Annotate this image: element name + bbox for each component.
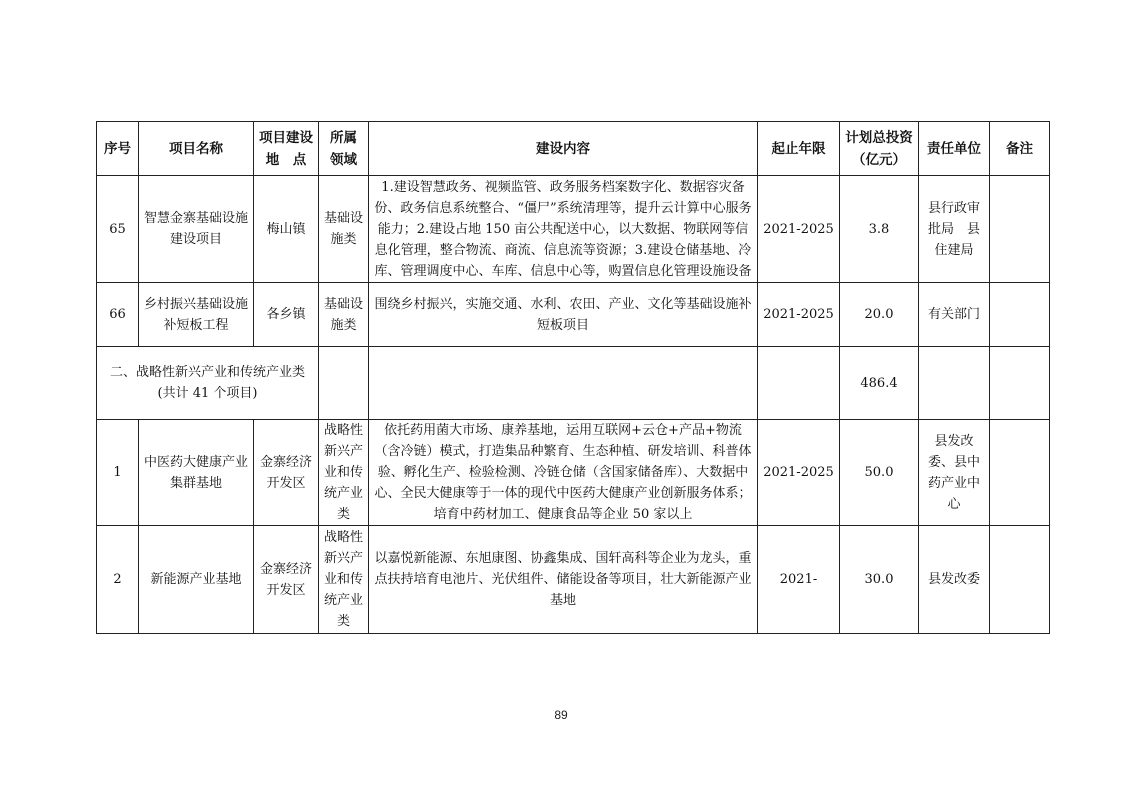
section-empty-cell [990,347,1050,420]
section-empty-cell [319,347,369,420]
section-row [97,347,1050,420]
header-name: 项目名称 [139,122,254,176]
cell-content: 围绕乡村振兴，实施交通、水利、农田、产业、文化等基础设施补短板项目 [369,283,758,347]
cell-unit: 有关部门 [919,283,990,347]
header-period: 起止年限 [758,122,840,176]
cell-seq: 66 [97,283,139,347]
cell-content: 以嘉悦新能源、东旭康图、协鑫集成、国轩高科等企业为龙头，重点扶持培育电池片、光伏组件、储能设备等项目，壮大新能源产业基地 [369,526,758,634]
cell-investment: 50.0 [840,420,919,526]
header-domain: 所属 领域 [319,122,369,176]
cell-location: 金寨经济开发区 [254,420,319,526]
cell-remark [990,420,1050,526]
section-empty-cell [758,347,840,420]
section-title: 二、战略性新兴产业和传统产业类(共计 41 个项目) [97,347,319,420]
cell-period: 2021-2025 [758,176,840,283]
cell-remark [990,283,1050,347]
header-location: 项目建设 地 点 [254,122,319,176]
cell-domain: 战略性新兴产业和传统产业类 [319,420,369,526]
table-row [97,526,1050,634]
cell-unit: 县发改委 [919,526,990,634]
cell-investment: 20.0 [840,283,919,347]
cell-period: 2021- [758,526,840,634]
cell-seq: 65 [97,176,139,283]
page-number: 89 [554,708,568,722]
project-table [96,121,1050,634]
cell-content: 依托药用菌大市场、康养基地，运用互联网+云仓+产品+物流（含冷链）模式，打造集品种繁育、生态种植、研发培训、科普体验、孵化生产、检验检测、冷链仓储（含国家储备库）、大数据中心、全民大健康等于一体的现代中医药大健康产业创新服务体系；培育中药材加工、健康食品等企业 50 家以上 [369,420,758,526]
cell-remark [990,176,1050,283]
table-header-row [97,122,1050,176]
cell-unit: 县行政审批局 县住建局 [919,176,990,283]
cell-remark [990,526,1050,634]
cell-content: 1.建设智慧政务、视频监管、政务服务档案数字化、数据容灾备份、政务信息系统整合、“僵尸”系统清理等，提升云计算中心服务能力；2.建设占地 150 亩公共配送中心，以大数据、物联网等信息化管理，整合物流、商流、信息流等资源；3.建设仓储基地、冷库、管理调度中心、车库、信息中心等，购置信息化管理设施设备 [369,176,758,283]
cell-domain: 战略性新兴产业和传统产业类 [319,526,369,634]
table-row [97,283,1050,347]
table-row [97,176,1050,283]
cell-investment: 30.0 [840,526,919,634]
header-content: 建设内容 [369,122,758,176]
cell-period: 2021-2025 [758,283,840,347]
cell-location: 梅山镇 [254,176,319,283]
cell-location: 金寨经济开发区 [254,526,319,634]
table-row [97,420,1050,526]
cell-location: 各乡镇 [254,283,319,347]
cell-name: 智慧金寨基础设施建设项目 [139,176,254,283]
header-seq: 序号 [97,122,139,176]
cell-investment: 3.8 [840,176,919,283]
section-total-investment: 486.4 [840,347,919,420]
header-unit: 责任单位 [919,122,990,176]
cell-seq: 2 [97,526,139,634]
cell-period: 2021-2025 [758,420,840,526]
cell-name: 新能源产业基地 [139,526,254,634]
cell-name: 中医药大健康产业集群基地 [139,420,254,526]
header-investment: 计划总投资（亿元） [840,122,919,176]
cell-domain: 基础设施类 [319,283,369,347]
cell-unit: 县发改委、县中药产业中心 [919,420,990,526]
cell-seq: 1 [97,420,139,526]
section-empty-cell [919,347,990,420]
header-remark: 备注 [990,122,1050,176]
cell-domain: 基础设施类 [319,176,369,283]
section-empty-cell [369,347,758,420]
cell-name: 乡村振兴基础设施补短板工程 [139,283,254,347]
